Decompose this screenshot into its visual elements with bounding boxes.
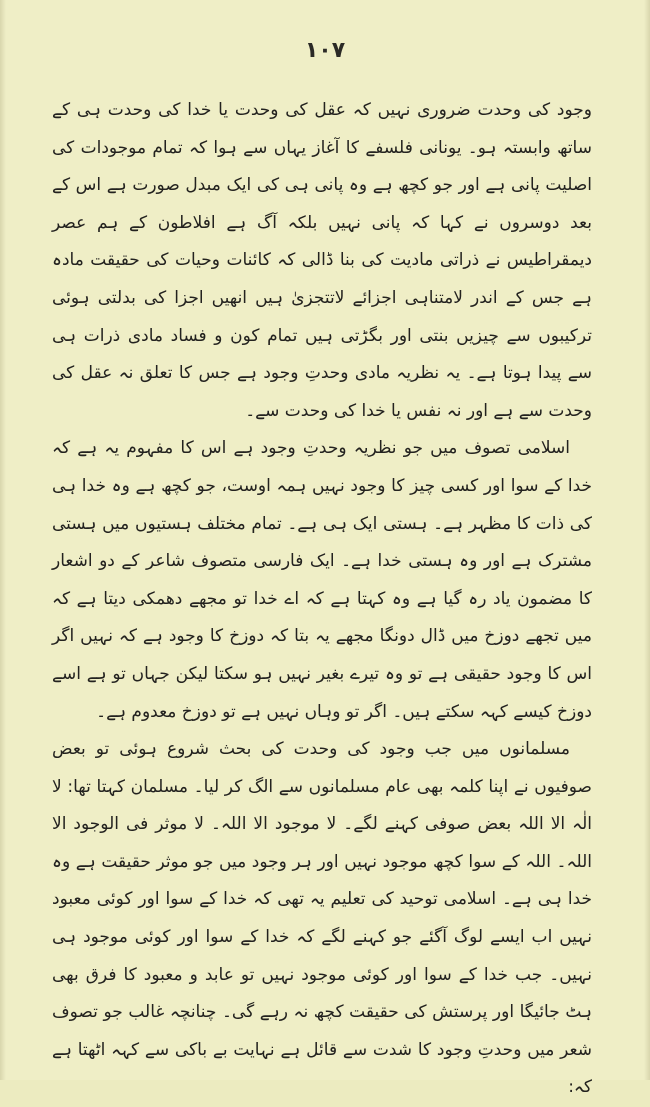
page-number: ۱۰۷ bbox=[304, 38, 346, 63]
page-edge-right bbox=[644, 0, 650, 1080]
paragraph: مسلمانوں میں جب وجود کی وحدت کی بحث شروع ہوئی تو بعض صوفیوں نے اپنا کلمہ بھی عام مسلمانوں سے الگ کر لیا۔ مسلمان کہتا تھا: لا الٰہ الا اللہ بعض صوفی کہنے لگے۔ لا موجود الا اللہ۔ لا موثر فی الوجود الا اللہ۔ اللہ کے سوا کچھ موجود نہیں اور ہر وجود میں جو موثر حقیقت ہے وہ خدا ہی ہے۔ اسلامی توحید کی تعلیم یہ تھی کہ خدا کے سوا اور کوئی معبود نہیں اب ایسے لوگ آگئے جو کہنے لگے کہ خدا کے سوا اور کوئی موجود ہی نہیں۔ جب خدا کے سوا اور کوئی موجود نہیں تو عابد و معبود کا فرق بھی ہٹ جائیگا اور پرستش کی حقیقت کچھ نہ رہے گی۔ چنانچہ غالب جو تصوف شعر میں وحدتِ وجود کا شدت سے قائل ہے نہایت بے باکی سے کہہ اٹھتا ہے کہ: bbox=[52, 739, 592, 1098]
body-text bbox=[52, 92, 592, 1107]
paragraph: اسلامی تصوف میں جو نظریہ وحدتِ وجود ہے اس کا مفہوم یہ ہے کہ خدا کے سوا اور کسی چیز کا وجود نہیں ہمہ اوست، جو کچھ ہے وہ خدا ہی کی ذات کا مظہر ہے۔ ہستی ایک ہی ہے۔ تمام مختلف ہستیوں میں ہستی مشترک ہے اور وہ ہستی خدا ہے۔ ایک فارسی متصوف شاعر کے دو اشعار کا مضمون یاد رہ گیا ہے وہ کہتا ہے کہ اے خدا تو مجھے دھمکی دیتا ہے کہ میں تجھے دوزخ میں ڈال دونگا مجھے یہ بتا کہ دوزخ کا وجود ہے کہ نہیں اگر اس کا وجود حقیقی ہے تو وہ تیرے بغیر نہیں ہو سکتا لیکن جہاں تو ہے اسے دوزخ کیسے کہہ سکتے ہیں۔ اگر تو وہاں نہیں ہے تو دوزخ معدوم ہے۔ bbox=[52, 438, 592, 722]
page-edge-left bbox=[0, 0, 6, 1080]
paragraph: وجود کی وحدت ضروری نہیں کہ عقل کی وحدت یا خدا کی وحدت ہی کے ساتھ وابستہ ہو۔ یونانی فلسفے کا آغاز یہاں سے ہوا کہ تمام موجودات کی اصلیت پانی ہے اور جو کچھ ہے وہ پانی ہی کی ایک مبدل صورت ہے اس کے بعد دوسروں نے کہا کہ پانی نہیں بلکہ آگ ہے افلاطون کے ہم عصر دیمقراطیس نے ذراتی مادیت کی بنا ڈالی کہ کائنات وحیات کی حقیقت مادہ ہے جس کے اندر لامتناہی اجزائے لاتتجزیٰ ہیں انھیں اجزا کی بدلتی ہوئی ترکیبوں سے چیزیں بنتی اور بگڑتی ہیں تمام کون و فساد مادی ذرات ہی سے پیدا ہوتا ہے۔ یہ نظریہ مادی وحدتِ وجود ہے جس کا تعلق نہ عقل کی وحدت سے ہے اور نہ نفس یا خدا کی وحدت سے۔ bbox=[52, 100, 592, 421]
